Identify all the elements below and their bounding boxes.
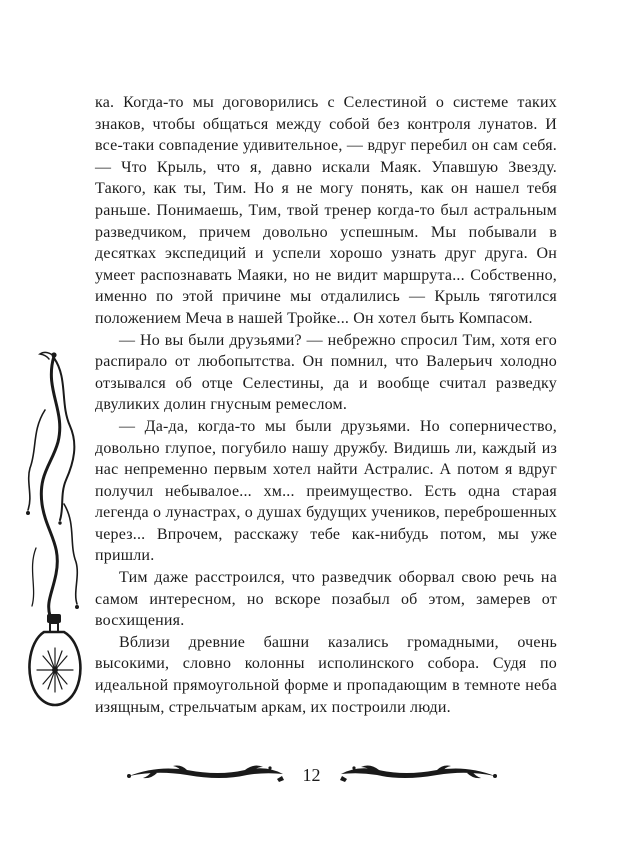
footer-flourish-left-icon	[127, 762, 285, 788]
footer-flourish-right-icon	[339, 762, 497, 788]
paragraph: — Но вы были друзьями? — небрежно спросил Тим, хотя его распирало от любопытства. Он помнил, что Валерьич холодно отзывался об отце Селестины, да и вообще считал разведку двуликих долин гнусным ремеслом.	[95, 331, 557, 414]
paragraph: Тим даже расстроился, что разведчик оборвал свою речь на самом интересном, но вскоре позабыл об этом, замерев от восхищения.	[95, 569, 557, 630]
body-text	[95, 92, 557, 718]
paragraph: — Да-да, когда-то мы были друзьями. Но соперничество, довольно глупое, погубило нашу дружбу. Видишь ли, каждый из нас непременно первым хотел найти Астралис. А потом я вдруг получил небывалое... хм... преимущество. Есть одна старая легенда о лунастрах, о душах будущих учеников, переброшенных через... Впрочем, расскажу тебе как-нибудь потом, мы уже пришли.	[95, 417, 557, 565]
paragraph: ка. Когда-то мы договорились с Селестиной о системе таких знаков, чтобы общаться между собой без контроля лунатов. И все-таки совпадение удивительное, — вдруг перебил он сам себя. — Что Крыль, что я, давно искали Маяк. Упавшую Звезду. Такого, как ты, Тим. Но я не могу понять, как он нашел тебя раньше. Понимаешь, Тим, твой тренер когда-то был астральным разведчиком, причем довольно успешным. Мы побывали в десятках экспедиций и успели хорошо узнать друг друга. Он умеет распознавать Маяки, но не видит маршрута... Собственно, именно по этой причине мы отдалились — Крыль тяготился положением Меча в нашей Тройке... Он хотел быть Компасом.	[95, 94, 557, 327]
paragraph: Вблизи древние башни казались громадными, очень высокими, словно колонны исполинского собора. Судя по идеальной прямоугольной форме и пропадающим в темноте неба изящным, стрельчатым аркам, их построили люди.	[95, 633, 557, 716]
page-number: 12	[302, 765, 321, 785]
page-footer	[0, 758, 623, 792]
ink-bottle-flourish-icon	[14, 348, 96, 720]
